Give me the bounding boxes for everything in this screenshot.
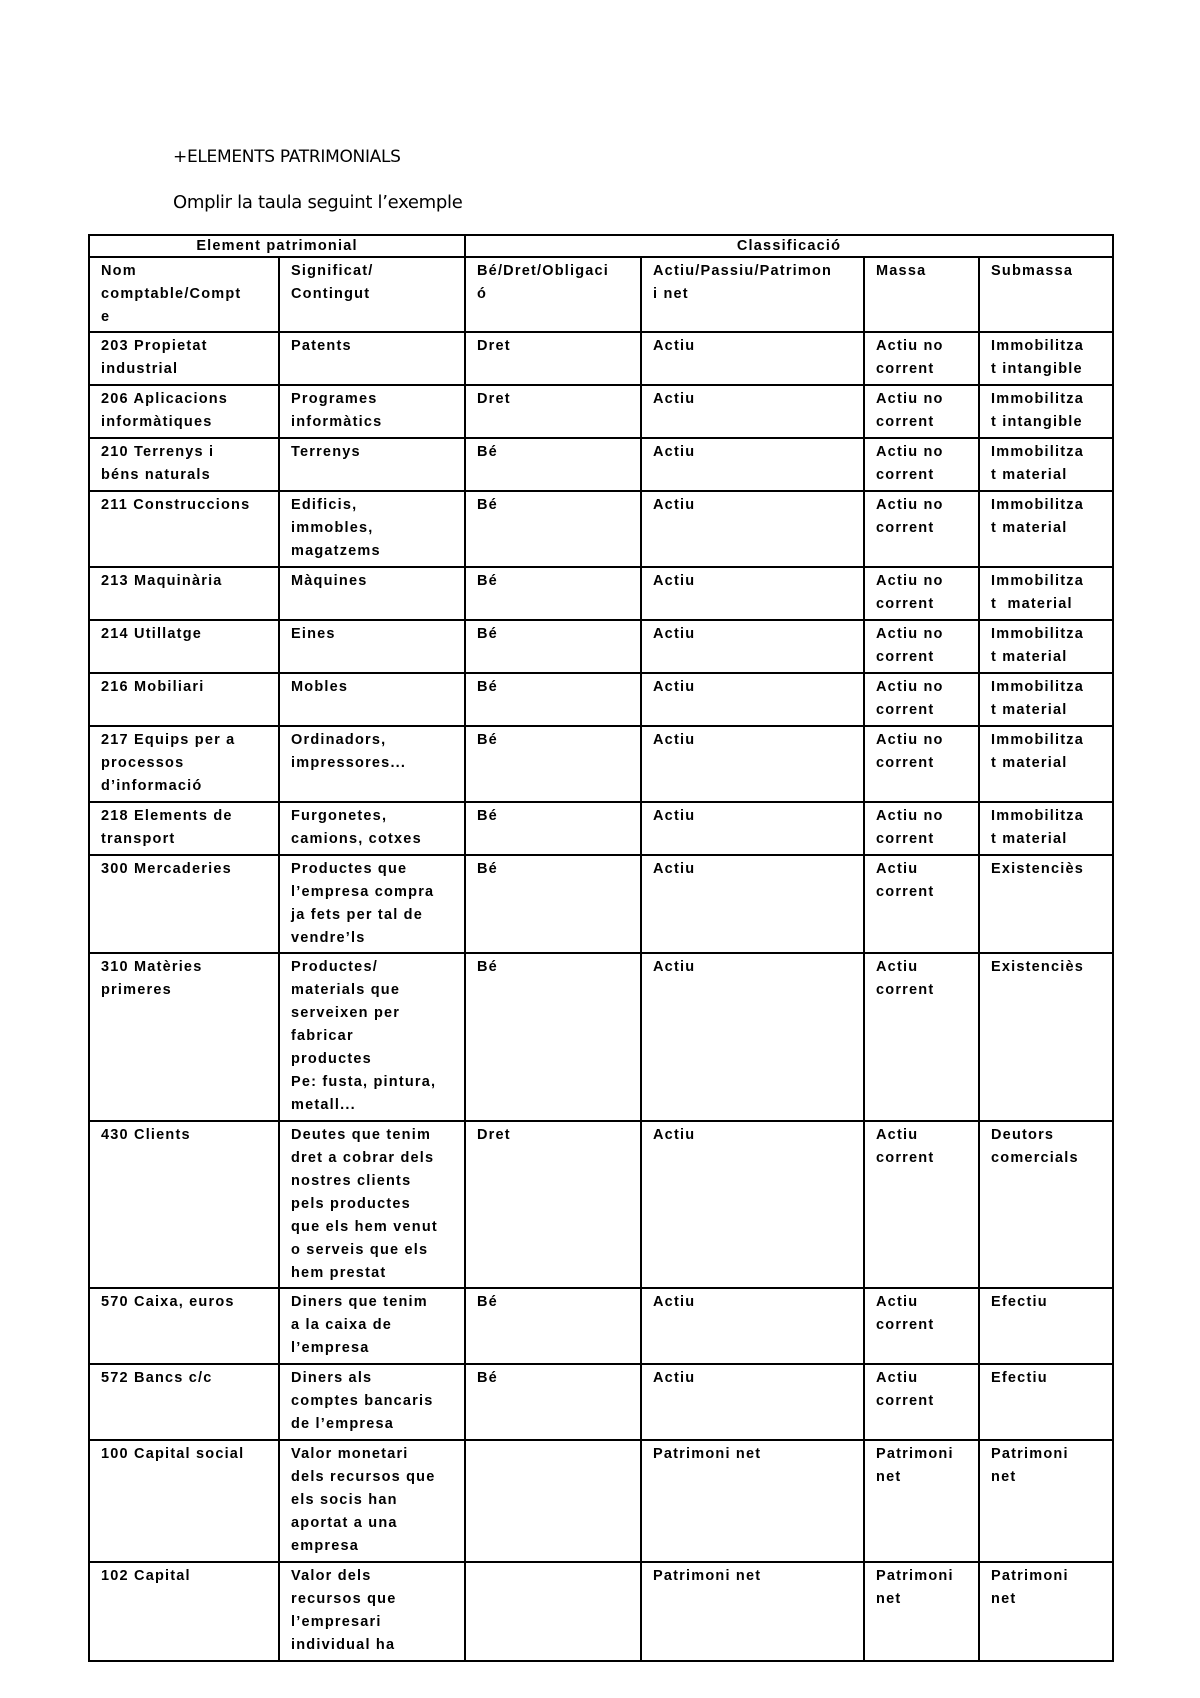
cell-submass xyxy=(979,620,1113,673)
cell-text-line: Actiu xyxy=(876,1127,919,1143)
cell-submass xyxy=(979,855,1113,953)
cell-text-line: e xyxy=(101,309,111,325)
cell-text-line: Massa xyxy=(876,263,927,279)
cell-text-line: t material xyxy=(991,649,1068,665)
cell-text-line: Patrimoni xyxy=(991,1568,1069,1584)
cell-text-line: corrent xyxy=(876,702,935,718)
column-header-mass xyxy=(864,257,979,332)
cell-account-name xyxy=(89,1364,279,1440)
cell-text-line: Valor dels xyxy=(291,1568,372,1584)
cell-account-name xyxy=(89,1562,279,1661)
cell-classification xyxy=(641,855,864,953)
cell-type xyxy=(465,1121,641,1288)
cell-submass xyxy=(979,673,1113,726)
cell-text-line: Actiu xyxy=(653,338,696,354)
cell-account-name xyxy=(89,1121,279,1288)
cell-type xyxy=(465,1440,641,1562)
cell-classification xyxy=(641,726,864,802)
cell-text-line: Actiu xyxy=(653,679,696,695)
cell-classification xyxy=(641,438,864,491)
cell-type xyxy=(465,620,641,673)
cell-text-line: Actiu xyxy=(653,391,696,407)
cell-account-name xyxy=(89,855,279,953)
group-header-element: Element patrimonial xyxy=(89,235,465,257)
cell-text-line: ja fets per tal de xyxy=(291,907,423,923)
cell-text-line: recursos que xyxy=(291,1591,397,1607)
patrimonial-elements-table xyxy=(88,234,1114,1662)
cell-submass xyxy=(979,726,1113,802)
cell-text-line: Immobilitza xyxy=(991,391,1084,407)
cell-text-line: Immobilitza xyxy=(991,732,1084,748)
cell-text-line: Bé xyxy=(477,1294,498,1310)
cell-meaning xyxy=(279,385,465,438)
cell-meaning xyxy=(279,953,465,1121)
cell-text-line: Actiu xyxy=(653,1370,696,1386)
table-row xyxy=(89,673,1113,726)
cell-type xyxy=(465,1562,641,1661)
cell-text-line: Actiu no xyxy=(876,679,944,695)
cell-text-line: Patents xyxy=(291,338,352,354)
cell-text-line: Contingut xyxy=(291,286,371,302)
table-row xyxy=(89,332,1113,385)
cell-text-line: informàtiques xyxy=(101,414,213,430)
document-instruction: Omplir la taula seguint l’exemple xyxy=(173,192,463,213)
cell-text-line: fabricar xyxy=(291,1028,354,1044)
cell-classification xyxy=(641,385,864,438)
cell-text-line: Productes/ xyxy=(291,959,378,975)
cell-text-line: 310 Matèries xyxy=(101,959,203,975)
column-header-account-name xyxy=(89,257,279,332)
cell-text-line: Bé xyxy=(477,861,498,877)
column-header-type xyxy=(465,257,641,332)
cell-mass xyxy=(864,802,979,855)
cell-text-line: 203 Propietat xyxy=(101,338,208,354)
cell-text-line: Bé xyxy=(477,1370,498,1386)
cell-mass xyxy=(864,1288,979,1364)
cell-text-line: Actiu no xyxy=(876,573,944,589)
cell-type xyxy=(465,1288,641,1364)
cell-text-line: processos xyxy=(101,755,185,771)
cell-text-line: Bé xyxy=(477,626,498,642)
cell-text-line: Actiu/Passiu/Patrimon xyxy=(653,263,833,279)
table-row xyxy=(89,385,1113,438)
cell-text-line: Actiu xyxy=(653,808,696,824)
cell-meaning xyxy=(279,1364,465,1440)
cell-text-line: 430 Clients xyxy=(101,1127,191,1143)
cell-text-line: Patrimoni net xyxy=(653,1568,762,1584)
cell-mass xyxy=(864,567,979,620)
cell-text-line: Eines xyxy=(291,626,336,642)
cell-text-line: primeres xyxy=(101,982,172,998)
cell-meaning xyxy=(279,491,465,567)
cell-account-name xyxy=(89,1288,279,1364)
cell-text-line: 572 Bancs c/c xyxy=(101,1370,213,1386)
cell-account-name xyxy=(89,1440,279,1562)
cell-submass xyxy=(979,953,1113,1121)
cell-text-line: ó xyxy=(477,286,488,302)
cell-text-line: que els hem venut xyxy=(291,1219,438,1235)
cell-text-line: Actiu xyxy=(876,1370,919,1386)
table-body xyxy=(89,235,1113,1661)
cell-text-line: metall... xyxy=(291,1097,356,1113)
cell-text-line: i net xyxy=(653,286,689,302)
cell-text-line: l’empresari xyxy=(291,1614,382,1630)
cell-mass xyxy=(864,1364,979,1440)
cell-text-line: materials que xyxy=(291,982,401,998)
cell-account-name xyxy=(89,491,279,567)
cell-text-line: Bé xyxy=(477,732,498,748)
cell-mass xyxy=(864,385,979,438)
cell-text-line: comptable/Compt xyxy=(101,286,242,302)
cell-text-line: t material xyxy=(991,520,1068,536)
cell-text-line: immobles, xyxy=(291,520,374,536)
column-header-classification xyxy=(641,257,864,332)
table-row xyxy=(89,1364,1113,1440)
cell-text-line: net xyxy=(991,1591,1017,1607)
cell-classification xyxy=(641,332,864,385)
cell-text-line: Edificis, xyxy=(291,497,358,513)
cell-text-line: dels recursos que xyxy=(291,1469,436,1485)
cell-meaning xyxy=(279,1288,465,1364)
cell-text-line: Actiu no xyxy=(876,391,944,407)
cell-text-line: empresa xyxy=(291,1538,360,1554)
cell-text-line: Furgonetes, xyxy=(291,808,388,824)
table-row xyxy=(89,726,1113,802)
cell-text-line: 300 Mercaderies xyxy=(101,861,232,877)
cell-text-line: Diners que tenim xyxy=(291,1294,428,1310)
cell-text-line: corrent xyxy=(876,1393,935,1409)
cell-text-line: Diners als xyxy=(291,1370,373,1386)
column-header-meaning xyxy=(279,257,465,332)
cell-mass xyxy=(864,855,979,953)
cell-text-line: individual ha xyxy=(291,1637,396,1653)
cell-text-line: Immobilitza xyxy=(991,626,1084,642)
cell-text-line: Actiu xyxy=(653,861,696,877)
cell-text-line: Actiu xyxy=(876,861,919,877)
cell-text-line: Existenciès xyxy=(991,861,1085,877)
cell-text-line: Actiu no xyxy=(876,732,944,748)
cell-text-line: 210 Terrenys i xyxy=(101,444,215,460)
cell-mass xyxy=(864,438,979,491)
cell-text-line: Actiu no xyxy=(876,444,944,460)
cell-text-line: Bé xyxy=(477,808,498,824)
cell-text-line: 216 Mobiliari xyxy=(101,679,205,695)
cell-text-line: Actiu no xyxy=(876,497,944,513)
cell-text-line: Nom xyxy=(101,263,137,279)
cell-text-line: t intangible xyxy=(991,414,1083,430)
cell-account-name xyxy=(89,620,279,673)
cell-meaning xyxy=(279,332,465,385)
table-row xyxy=(89,953,1113,1121)
cell-classification xyxy=(641,1288,864,1364)
cell-text-line: Bé xyxy=(477,444,498,460)
cell-text-line: comptes bancaris xyxy=(291,1393,434,1409)
cell-text-line: Màquines xyxy=(291,573,368,589)
cell-account-name xyxy=(89,332,279,385)
cell-text-line: informàtics xyxy=(291,414,383,430)
cell-submass xyxy=(979,332,1113,385)
cell-mass xyxy=(864,1562,979,1661)
cell-text-line: Terrenys xyxy=(291,444,361,460)
cell-text-line: Actiu no xyxy=(876,808,944,824)
cell-mass xyxy=(864,620,979,673)
cell-type xyxy=(465,438,641,491)
cell-meaning xyxy=(279,673,465,726)
cell-meaning xyxy=(279,1121,465,1288)
cell-text-line: Actiu xyxy=(876,1294,919,1310)
cell-mass xyxy=(864,673,979,726)
table-row xyxy=(89,620,1113,673)
table-row xyxy=(89,802,1113,855)
table-row xyxy=(89,438,1113,491)
cell-text-line: Immobilitza xyxy=(991,808,1084,824)
table-row xyxy=(89,1288,1113,1364)
cell-mass xyxy=(864,1121,979,1288)
cell-text-line: magatzems xyxy=(291,543,381,559)
cell-text-line: Actiu xyxy=(653,732,696,748)
cell-text-line: els socis han xyxy=(291,1492,398,1508)
cell-text-line: d’informació xyxy=(101,778,203,794)
cell-text-line: Bé xyxy=(477,573,498,589)
cell-text-line: Pe: fusta, pintura, xyxy=(291,1074,437,1090)
cell-account-name xyxy=(89,802,279,855)
cell-text-line: aportat a una xyxy=(291,1515,398,1531)
cell-text-line: net xyxy=(876,1591,902,1607)
cell-text-line: comercials xyxy=(991,1150,1079,1166)
cell-text-line: corrent xyxy=(876,649,935,665)
cell-text-line: vendre’ls xyxy=(291,930,366,946)
cell-text-line: corrent xyxy=(876,414,935,430)
cell-type xyxy=(465,1364,641,1440)
cell-text-line: Dret xyxy=(477,338,511,354)
cell-classification xyxy=(641,673,864,726)
cell-account-name xyxy=(89,438,279,491)
cell-text-line: a la caixa de xyxy=(291,1317,393,1333)
cell-text-line: transport xyxy=(101,831,176,847)
cell-text-line: impressores... xyxy=(291,755,407,771)
cell-text-line: Efectiu xyxy=(991,1294,1048,1310)
cell-text-line: industrial xyxy=(101,361,179,377)
cell-classification xyxy=(641,1121,864,1288)
cell-classification xyxy=(641,802,864,855)
cell-meaning xyxy=(279,1440,465,1562)
cell-submass xyxy=(979,1440,1113,1562)
cell-text-line: 206 Aplicacions xyxy=(101,391,229,407)
cell-mass xyxy=(864,1440,979,1562)
cell-text-line: serveixen per xyxy=(291,1005,401,1021)
cell-type xyxy=(465,726,641,802)
cell-text-line: Immobilitza xyxy=(991,338,1084,354)
cell-text-line: béns naturals xyxy=(101,467,211,483)
cell-text-line: o serveis que els xyxy=(291,1242,429,1258)
cell-text-line: l’empresa xyxy=(291,1340,370,1356)
cell-text-line: Bé xyxy=(477,679,498,695)
cell-text-line: corrent xyxy=(876,884,935,900)
cell-text-line: Valor monetari xyxy=(291,1446,409,1462)
cell-text-line: de l’empresa xyxy=(291,1416,395,1432)
cell-text-line: Actiu xyxy=(653,1127,696,1143)
cell-text-line: Deutes que tenim xyxy=(291,1127,432,1143)
cell-text-line: Submassa xyxy=(991,263,1074,279)
cell-submass xyxy=(979,438,1113,491)
cell-classification xyxy=(641,1562,864,1661)
cell-text-line: 102 Capital xyxy=(101,1568,191,1584)
cell-text-line: corrent xyxy=(876,982,935,998)
cell-text-line: Patrimoni xyxy=(876,1568,954,1584)
cell-submass xyxy=(979,1364,1113,1440)
cell-meaning xyxy=(279,1562,465,1661)
cell-submass xyxy=(979,1288,1113,1364)
cell-text-line: Dret xyxy=(477,1127,511,1143)
cell-text-line: camions, cotxes xyxy=(291,831,422,847)
cell-text-line: corrent xyxy=(876,755,935,771)
cell-text-line: Actiu xyxy=(653,573,696,589)
cell-text-line: Patrimoni net xyxy=(653,1446,762,1462)
cell-text-line: Actiu xyxy=(653,444,696,460)
table-row xyxy=(89,1562,1113,1661)
cell-text-line: Actiu no xyxy=(876,626,944,642)
cell-account-name xyxy=(89,567,279,620)
cell-text-line: Bé/Dret/Obligaci xyxy=(477,263,610,279)
table-row xyxy=(89,1121,1113,1288)
group-header-classification: Classificació xyxy=(465,235,1113,257)
cell-text-line: corrent xyxy=(876,1317,935,1333)
cell-text-line: corrent xyxy=(876,520,935,536)
cell-text-line: corrent xyxy=(876,1150,935,1166)
cell-classification xyxy=(641,953,864,1121)
table-row xyxy=(89,855,1113,953)
cell-type xyxy=(465,567,641,620)
cell-text-line: Immobilitza xyxy=(991,573,1084,589)
cell-text-line: Patrimoni xyxy=(876,1446,954,1462)
document-heading: +ELEMENTS PATRIMONIALS xyxy=(173,147,401,167)
cell-text-line: 217 Equips per a xyxy=(101,732,236,748)
cell-type xyxy=(465,802,641,855)
cell-text-line: Existenciès xyxy=(991,959,1085,975)
cell-submass xyxy=(979,385,1113,438)
cell-account-name xyxy=(89,726,279,802)
cell-mass xyxy=(864,953,979,1121)
table-row xyxy=(89,567,1113,620)
cell-text-line: Immobilitza xyxy=(991,497,1084,513)
cell-text-line: Actiu xyxy=(653,959,696,975)
cell-classification xyxy=(641,567,864,620)
cell-text-line: Productes que xyxy=(291,861,408,877)
cell-text-line: net xyxy=(876,1469,902,1485)
cell-account-name xyxy=(89,953,279,1121)
cell-text-line: l’empresa compra xyxy=(291,884,435,900)
column-header-submass xyxy=(979,257,1113,332)
cell-text-line: t material xyxy=(991,831,1068,847)
column-header-row xyxy=(89,257,1113,332)
cell-text-line: t material xyxy=(991,467,1068,483)
cell-text-line: corrent xyxy=(876,596,935,612)
cell-text-line: Ordinadors, xyxy=(291,732,387,748)
cell-text-line: Actiu xyxy=(653,626,696,642)
group-header-row xyxy=(89,235,1113,257)
cell-text-line: Efectiu xyxy=(991,1370,1048,1386)
cell-type xyxy=(465,953,641,1121)
cell-text-line: corrent xyxy=(876,831,935,847)
cell-mass xyxy=(864,726,979,802)
cell-text-line: Bé xyxy=(477,959,498,975)
cell-text-line: nostres clients xyxy=(291,1173,412,1189)
cell-text-line: Actiu xyxy=(653,1294,696,1310)
cell-text-line: dret a cobrar dels xyxy=(291,1150,435,1166)
cell-text-line: net xyxy=(991,1469,1017,1485)
cell-type xyxy=(465,491,641,567)
cell-text-line: Deutors xyxy=(991,1127,1055,1143)
cell-classification xyxy=(641,620,864,673)
cell-text-line: Mobles xyxy=(291,679,349,695)
cell-text-line: Actiu no xyxy=(876,338,944,354)
cell-text-line: pels productes xyxy=(291,1196,411,1212)
cell-text-line: Patrimoni xyxy=(991,1446,1069,1462)
cell-type xyxy=(465,855,641,953)
cell-text-line: 213 Maquinària xyxy=(101,573,223,589)
cell-account-name xyxy=(89,385,279,438)
cell-text-line: 100 Capital social xyxy=(101,1446,245,1462)
cell-text-line: 214 Utillatge xyxy=(101,626,203,642)
cell-submass xyxy=(979,491,1113,567)
cell-mass xyxy=(864,491,979,567)
cell-text-line: Immobilitza xyxy=(991,444,1084,460)
cell-text-line: Immobilitza xyxy=(991,679,1084,695)
cell-type xyxy=(465,332,641,385)
cell-text-line: Dret xyxy=(477,391,511,407)
cell-submass xyxy=(979,567,1113,620)
cell-text-line: Bé xyxy=(477,497,498,513)
cell-text-line: corrent xyxy=(876,361,935,377)
cell-text-line: productes xyxy=(291,1051,372,1067)
cell-text-line: t material xyxy=(991,596,1073,612)
cell-meaning xyxy=(279,438,465,491)
cell-account-name xyxy=(89,673,279,726)
cell-text-line: Significat/ xyxy=(291,263,374,279)
cell-text-line: t intangible xyxy=(991,361,1083,377)
cell-meaning xyxy=(279,726,465,802)
table-row xyxy=(89,1440,1113,1562)
cell-meaning xyxy=(279,802,465,855)
cell-text-line: Programes xyxy=(291,391,378,407)
cell-classification xyxy=(641,491,864,567)
cell-type xyxy=(465,673,641,726)
cell-text-line: hem prestat xyxy=(291,1265,387,1281)
cell-text-line: t material xyxy=(991,702,1068,718)
cell-submass xyxy=(979,1121,1113,1288)
cell-text-line: t material xyxy=(991,755,1068,771)
cell-classification xyxy=(641,1440,864,1562)
cell-mass xyxy=(864,332,979,385)
cell-text-line: 211 Construccions xyxy=(101,497,251,513)
cell-meaning xyxy=(279,855,465,953)
cell-text-line: 218 Elements de xyxy=(101,808,233,824)
cell-text-line: Actiu xyxy=(653,497,696,513)
cell-type xyxy=(465,385,641,438)
cell-text-line: 570 Caixa, euros xyxy=(101,1294,235,1310)
cell-meaning xyxy=(279,620,465,673)
cell-text-line: Actiu xyxy=(876,959,919,975)
table-row xyxy=(89,491,1113,567)
cell-submass xyxy=(979,1562,1113,1661)
cell-text-line: corrent xyxy=(876,467,935,483)
cell-classification xyxy=(641,1364,864,1440)
cell-submass xyxy=(979,802,1113,855)
cell-meaning xyxy=(279,567,465,620)
